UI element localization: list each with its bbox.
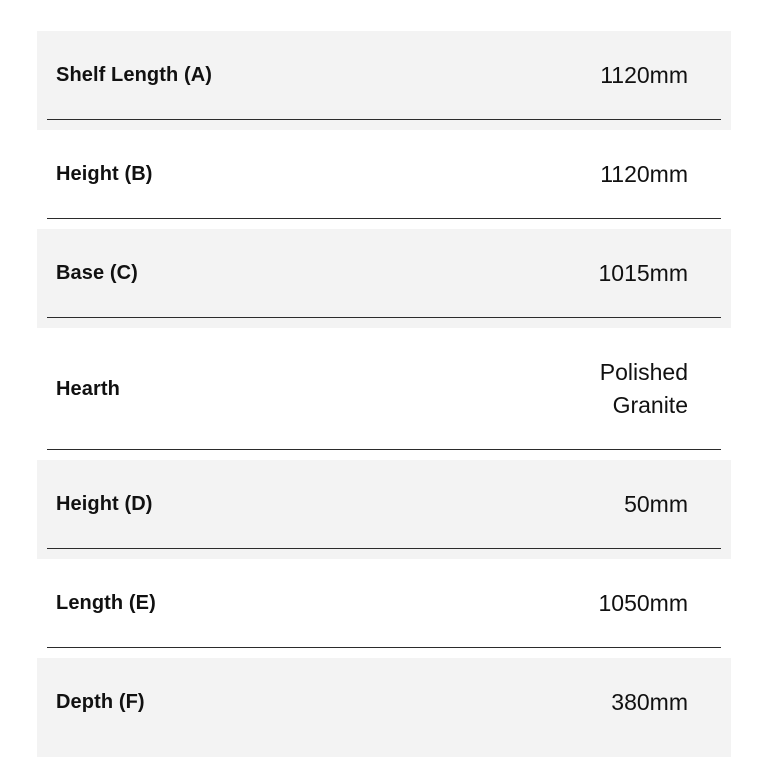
spec-value: 1050mm bbox=[598, 590, 688, 616]
spec-row-height-b bbox=[37, 130, 731, 229]
spec-row-shelf-length bbox=[37, 31, 731, 130]
spec-label: Length (E) bbox=[56, 592, 156, 614]
spec-label: Height (B) bbox=[56, 163, 153, 185]
spec-value: 1015mm bbox=[598, 260, 688, 286]
spec-value: Polished Granite bbox=[599, 359, 688, 418]
spec-value: 1120mm bbox=[600, 62, 688, 88]
spec-label: Height (D) bbox=[56, 493, 153, 515]
spec-row-depth-f bbox=[37, 658, 731, 757]
spec-row-base bbox=[37, 229, 731, 328]
spec-label: Depth (F) bbox=[56, 691, 145, 713]
spec-row-length-e bbox=[37, 559, 731, 658]
spec-label: Hearth bbox=[56, 377, 120, 400]
spec-value: 50mm bbox=[624, 491, 688, 517]
spec-row-height-d bbox=[37, 460, 731, 559]
spec-value: 380mm bbox=[611, 689, 688, 715]
spec-row-hearth bbox=[37, 328, 731, 460]
spec-label: Shelf Length (A) bbox=[56, 64, 213, 86]
spec-value: 1120mm bbox=[600, 161, 688, 187]
spec-label: Base (C) bbox=[56, 262, 138, 284]
spec-table bbox=[37, 31, 731, 757]
